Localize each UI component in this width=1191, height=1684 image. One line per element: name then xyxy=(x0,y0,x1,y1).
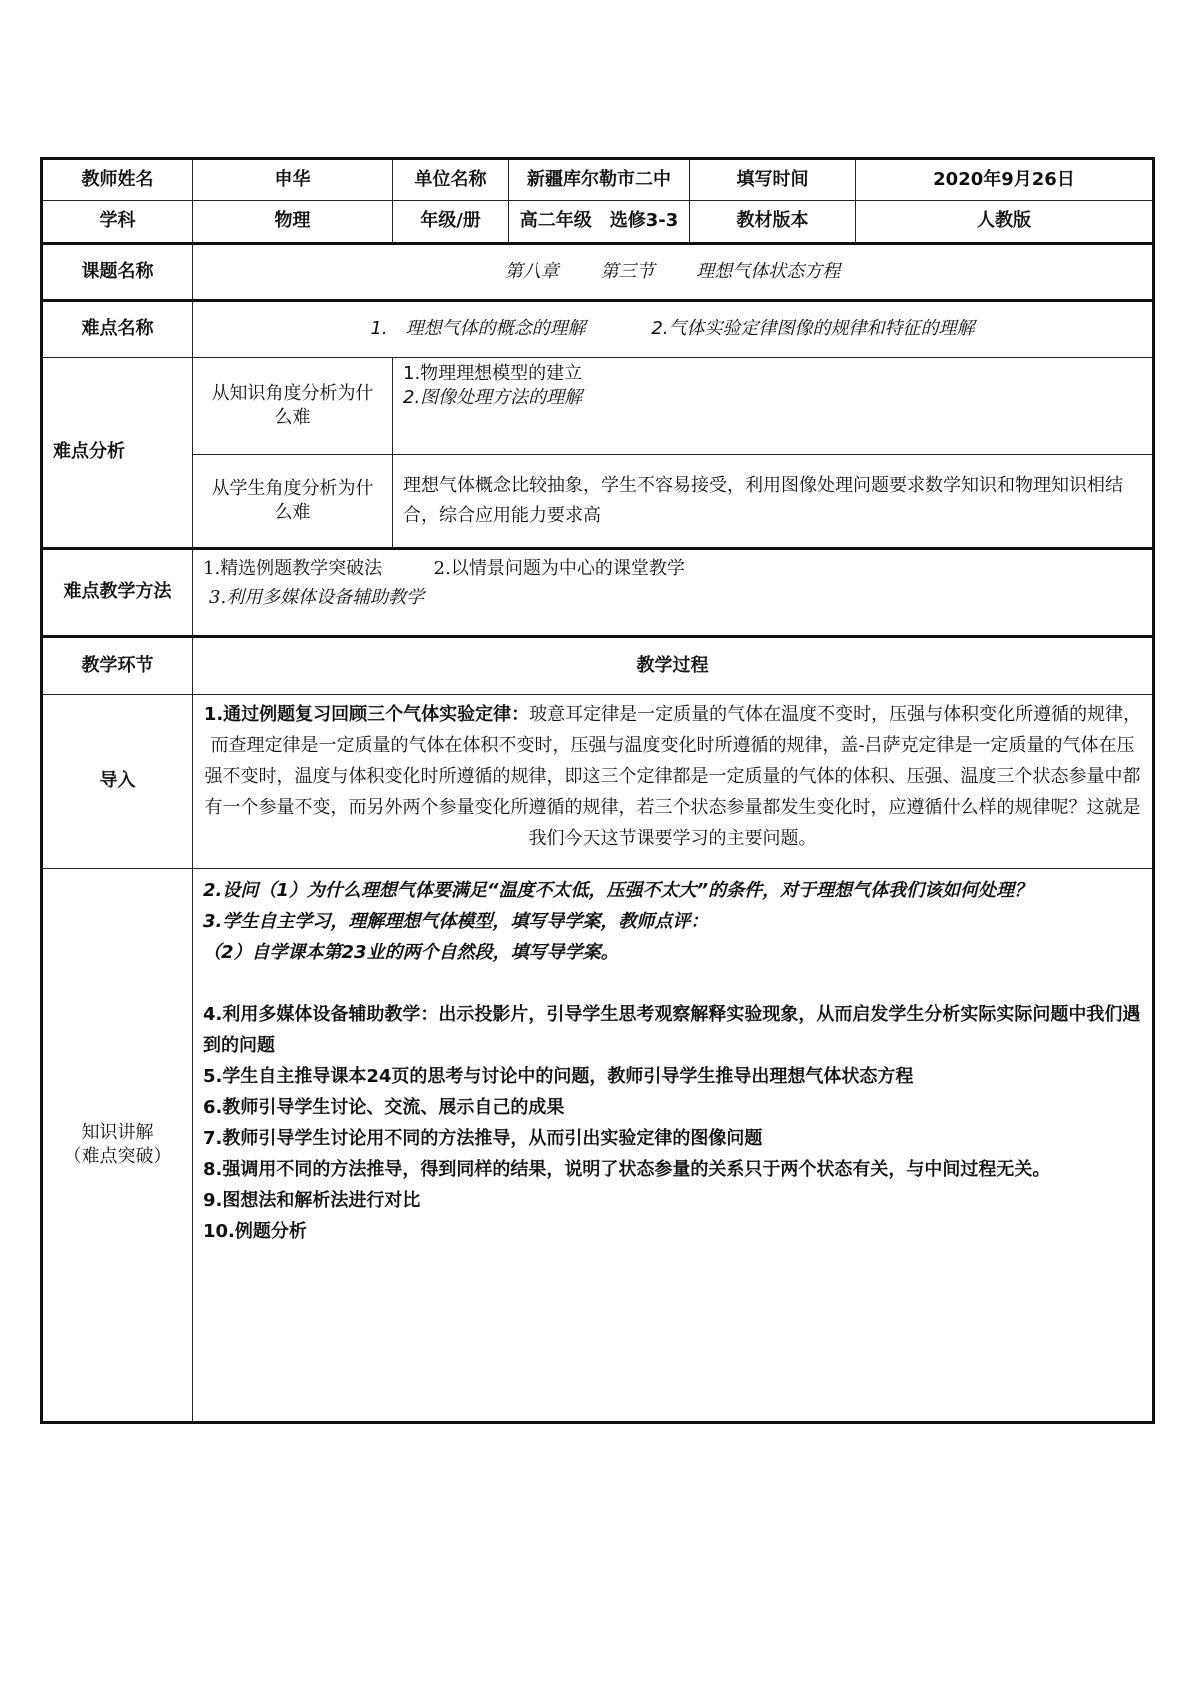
methods-line-1 xyxy=(203,554,1142,583)
knowledge-step-5: 5.学生自主推导课本24页的思考与讨论中的问题，教师引导学生推导出理想气体状态方程 xyxy=(203,1066,914,1087)
methods-label: 难点教学方法 xyxy=(42,549,193,637)
knowledge-step-9: 9.图想法和解析法进行对比 xyxy=(203,1190,421,1211)
grade-label: 年级/册 xyxy=(393,201,509,244)
topic-section: 第三节 xyxy=(600,260,655,282)
knowledge-label-1: 知识讲解 xyxy=(81,1121,154,1143)
teacher-name-label: 教师姓名 xyxy=(42,159,193,201)
subject-label: 学科 xyxy=(42,201,193,244)
knowledge-angle-value xyxy=(393,358,1154,455)
difficulty-value xyxy=(193,301,1154,358)
unit-name-value: 新疆库尔勒市二中 xyxy=(509,159,690,201)
intro-lead: 1.通过例题复习回顾三个气体实验定律： xyxy=(203,704,530,725)
knowledge-step-7: 7.教师引导学生讨论用不同的方法推导，从而引出实验定律的图像问题 xyxy=(203,1128,763,1149)
subject-value: 物理 xyxy=(193,201,393,244)
knowledge-line-2: 2.图像处理方法的理解 xyxy=(403,387,583,409)
knowledge-body xyxy=(193,869,1154,1423)
intro-body xyxy=(193,695,1154,869)
process-header: 教学过程 xyxy=(193,637,1154,695)
stage-header: 教学环节 xyxy=(42,637,193,695)
teacher-name-value: 申华 xyxy=(193,159,393,201)
knowledge-step-4: 4.利用多媒体设备辅助教学：出示投影片，引导学生思考观察解释实验现象，从而启发学生分析实际实际问题中我们遇到的问题 xyxy=(203,1004,1141,1056)
intro-label: 导入 xyxy=(42,695,193,869)
difficulty-item-1: 1. 理想气体的概念的理解 xyxy=(370,318,586,340)
knowledge-line-q2: （2）自学课本第23业的两个自然段，填写导学案。 xyxy=(203,942,619,963)
fill-date-label: 填写时间 xyxy=(690,159,856,201)
method-item-3: 3.利用多媒体设备辅助教学 xyxy=(209,587,425,608)
knowledge-label-2: （难点突破） xyxy=(63,1146,172,1167)
unit-name-label: 单位名称 xyxy=(393,159,509,201)
method-item-2: 2.以情景问题为中心的课堂教学 xyxy=(433,558,685,579)
lesson-plan-table xyxy=(40,157,1152,1424)
topic-label: 课题名称 xyxy=(42,244,193,301)
knowledge-angle-label: 从知识角度分析为什么难 xyxy=(193,358,393,455)
knowledge-line-self-study: 3.学生自主学习，理解理想气体模型，填写导学案，教师点评： xyxy=(203,911,709,932)
knowledge-label xyxy=(42,869,193,1423)
knowledge-step-10: 10.例题分析 xyxy=(203,1221,307,1242)
topic-value xyxy=(193,244,1154,301)
topic-title: 理想气体状态方程 xyxy=(696,260,841,282)
knowledge-step-6: 6.教师引导学生讨论、交流、展示自己的成果 xyxy=(203,1097,565,1118)
topic-chapter: 第八章 xyxy=(504,260,559,282)
knowledge-spacer xyxy=(203,968,1142,999)
student-angle-value: 理想气体概念比较抽象，学生不容易接受，利用图像处理问题要求数学知识和物理知识相结合，综合应用能力要求高 xyxy=(393,455,1154,549)
student-angle-label: 从学生角度分析为什么难 xyxy=(193,455,393,549)
edition-value: 人教版 xyxy=(856,201,1154,244)
knowledge-line-q1: 2.设问（1）为什么理想气体要满足“温度不太低，压强不太大”的条件，对于理想气体我们该如何处理？ xyxy=(203,880,1033,901)
knowledge-step-8: 8.强调用不同的方法推导，得到同样的结果，说明了状态参量的关系只于两个状态有关，与中间过程无关。 xyxy=(203,1159,1051,1180)
intro-text: 玻意耳定律是一定质量的气体在温度不变时，压强与体积变化所遵循的规律，而查理定律是一定质量的气体在体积不变时，压强与温度变化时所遵循的规律，盖-吕萨克定律是一定质量的气体在压强不变时，温度与体积变化时所遵循的规律，即这三个定律都是一定质量的气体的体积、压强、温度三个状态参量中都有一个参量不变，而另外两个参量变化所遵循的规律，若三个状态参量都发生变化时，应遵循什么样的规律呢？这就是我们今天这节课要学习的主要问题。 xyxy=(204,704,1142,849)
analysis-label: 难点分析 xyxy=(42,358,193,549)
grade-value: 高二年级 选修3-3 xyxy=(509,201,690,244)
method-item-1: 1.精选例题教学突破法 xyxy=(203,558,383,579)
fill-date-value: 2020年9月26日 xyxy=(856,159,1154,201)
methods-value xyxy=(193,549,1154,637)
edition-label: 教材版本 xyxy=(690,201,856,244)
difficulty-item-2: 2.气体实验定律图像的规律和特征的理解 xyxy=(651,318,975,340)
knowledge-line-1: 1.物理理想模型的建立 xyxy=(403,363,583,384)
difficulty-label: 难点名称 xyxy=(42,301,193,358)
